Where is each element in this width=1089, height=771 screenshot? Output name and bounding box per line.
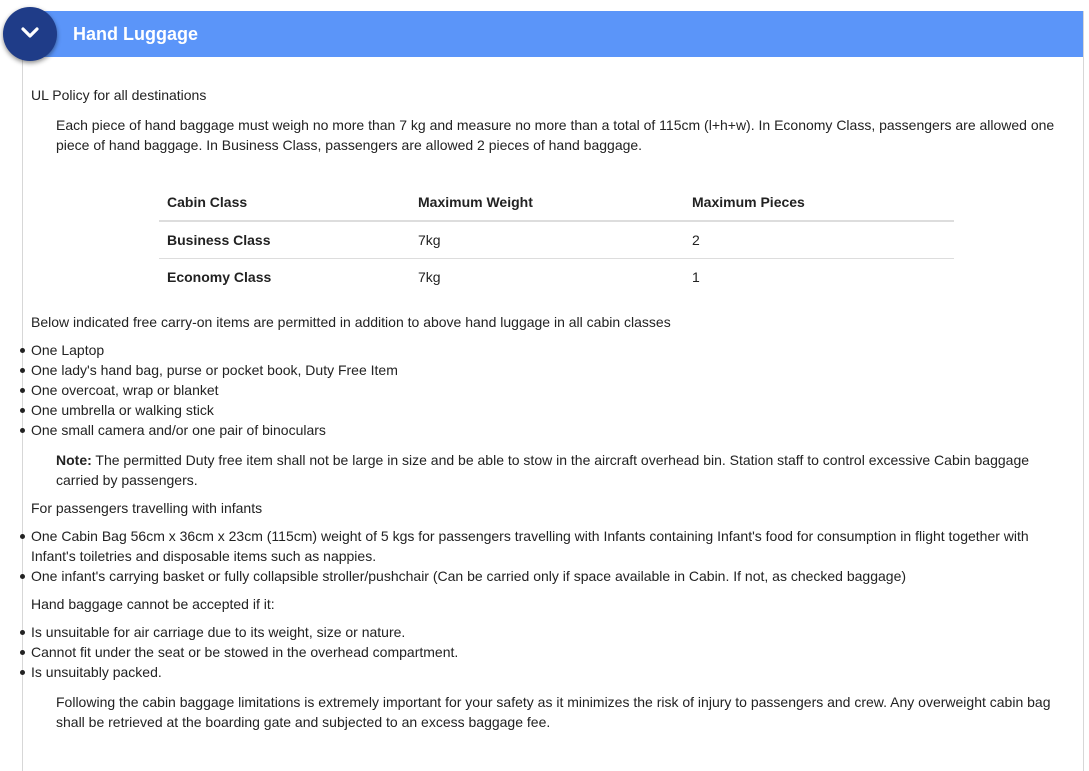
closing-paragraph: Following the cabin baggage limitations is extremely important for your safety as it minimizes the risk of injury to passengers and crew. Any overweight cabin bag shall be retrieved at the boarding gate and subjected to an excess baggage fee. bbox=[56, 694, 1051, 730]
section-title[interactable]: Hand Luggage bbox=[73, 24, 198, 44]
table-cell: 1 bbox=[692, 269, 700, 285]
baggage-allowance-table bbox=[159, 184, 954, 295]
table-cell: Business Class bbox=[159, 221, 410, 259]
table-row bbox=[159, 221, 954, 259]
carry-on-list bbox=[31, 340, 1061, 440]
column-header: Maximum Weight bbox=[410, 184, 684, 221]
column-header: Maximum Pieces bbox=[684, 184, 954, 221]
list-item: One small camera and/or one pair of binoculars bbox=[31, 420, 1061, 440]
list-item: Is unsuitably packed. bbox=[31, 662, 1061, 682]
list-item: One umbrella or walking stick bbox=[31, 400, 1061, 420]
infants-intro: For passengers travelling with infants bbox=[31, 500, 263, 516]
rejection-intro: Hand baggage cannot be accepted if it: bbox=[31, 596, 275, 612]
list-item: One infant's carrying basket or fully collapsible stroller/pushchair (Can be carried only if space available in Cabin. If not, as checked baggage) bbox=[31, 566, 1061, 586]
chevron-down-icon bbox=[20, 26, 40, 40]
table-header-row bbox=[159, 184, 954, 221]
collapse-toggle-button[interactable] bbox=[3, 7, 57, 61]
list-item: One overcoat, wrap or blanket bbox=[31, 380, 1061, 400]
note-paragraph bbox=[31, 450, 1061, 490]
rejection-list bbox=[31, 622, 1061, 682]
carry-on-intro: Below indicated free carry-on items are permitted in addition to above hand luggage in all cabin classes bbox=[31, 314, 671, 330]
table-row bbox=[159, 259, 954, 296]
list-item: Is unsuitable for air carriage due to its weight, size or nature. bbox=[31, 622, 1061, 642]
policy-heading: UL Policy for all destinations bbox=[31, 87, 207, 103]
column-header: Cabin Class bbox=[159, 184, 410, 221]
policy-description: Each piece of hand baggage must weigh no more than 7 kg and measure no more than a total of 115cm (l+h+w). In Economy Class, passengers are allowed one piece of hand baggage. In Business Class, passengers are allowed 2 pieces of hand baggage. bbox=[56, 117, 1055, 153]
table-cell: 7kg bbox=[410, 221, 684, 259]
section-content bbox=[31, 85, 1061, 732]
infants-list bbox=[31, 526, 1061, 586]
note-label: Note: bbox=[56, 452, 92, 468]
table-cell: 2 bbox=[684, 221, 954, 259]
list-item: One Laptop bbox=[31, 340, 1061, 360]
list-item: Cannot fit under the seat or be stowed in the overhead compartment. bbox=[31, 642, 1061, 662]
list-item: One Cabin Bag 56cm x 36cm x 23cm (115cm) weight of 5 kgs for passengers travelling with Infants containing Infant's food for consumption in flight together with Infant's toiletries and disposable items such as nappies. bbox=[31, 526, 1061, 566]
list-item: One lady's hand bag, purse or pocket book, Duty Free Item bbox=[31, 360, 1061, 380]
note-text: The permitted Duty free item shall not be large in size and be able to stow in the aircraft overhead bin. Station staff to control excessive Cabin baggage carried by passengers. bbox=[56, 452, 1030, 488]
table-cell: Economy Class bbox=[167, 269, 272, 285]
table-cell: 7kg bbox=[418, 269, 441, 285]
